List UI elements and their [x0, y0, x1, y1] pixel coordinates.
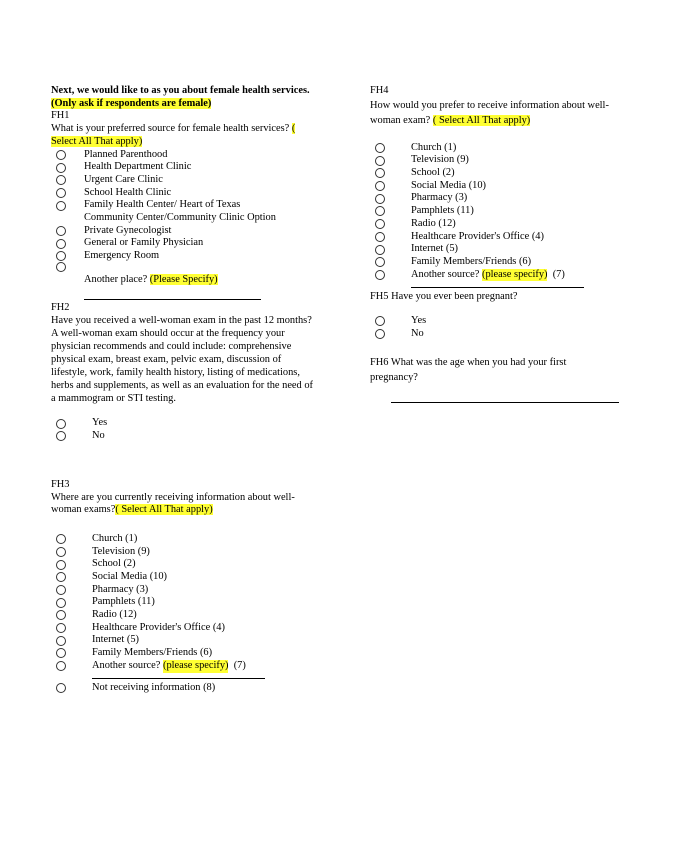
fh3-id: FH3 [51, 478, 70, 490]
radio-icon[interactable] [375, 316, 385, 326]
radio-icon[interactable] [56, 560, 66, 570]
fh6-answer-input[interactable] [391, 402, 619, 403]
radio-icon[interactable] [375, 181, 385, 191]
fh4-option[interactable]: Pamphlets (11) [370, 205, 632, 218]
radio-icon[interactable] [56, 201, 66, 211]
radio-icon[interactable] [375, 219, 385, 229]
left-column [51, 85, 313, 694]
fh2-option-yes[interactable]: Yes [51, 417, 313, 430]
fh4-other-input[interactable] [411, 287, 584, 288]
fh3-option-other[interactable]: Another source? (please specify) (7) [51, 660, 313, 673]
fh3-option[interactable]: Social Media (10) [51, 571, 313, 584]
radio-icon[interactable] [56, 648, 66, 658]
radio-icon[interactable] [56, 251, 66, 261]
radio-icon[interactable] [56, 572, 66, 582]
radio-icon[interactable] [375, 194, 385, 204]
radio-icon[interactable] [56, 610, 66, 620]
fh3-question: Where are you currently receiving information about well-woman exams?( Select All That apply) [51, 491, 295, 516]
radio-icon[interactable] [56, 661, 66, 671]
fh2-question: Have you received a well-woman exam in the past 12 months? A well-woman exam should occur at the frequency your physician recommends and could include: comprehensive physical exam, breast exam, pelvic exam, discussion of lifestyle, work, family health history, listing of medications, herbs and supplements, as well as an evaluation for the need of a mammogram or STI testing. [51, 315, 313, 404]
fh3-option-none[interactable]: Not receiving information (8) [51, 682, 313, 695]
radio-icon[interactable] [56, 623, 66, 633]
fh1-id: FH1 [51, 110, 70, 122]
fh4-instruction: ( Select All That apply) [432, 114, 531, 126]
fh2-id: FH2 [51, 302, 70, 314]
radio-icon[interactable] [56, 683, 66, 693]
fh1-option[interactable]: School Health Clinic [51, 187, 313, 200]
fh3-option[interactable]: Radio (12) [51, 609, 313, 622]
fh3-option[interactable]: Healthcare Provider's Office (4) [51, 622, 313, 635]
fh4-option[interactable]: Television (9) [370, 154, 632, 167]
right-column [370, 85, 632, 403]
fh1-other-input[interactable] [84, 299, 261, 300]
fh3-other-note: (please specify) [163, 659, 229, 671]
fh3-other-input[interactable] [92, 678, 265, 679]
fh2-options [51, 417, 313, 442]
radio-icon[interactable] [375, 206, 385, 216]
fh1-option[interactable]: Private Gynecologist [51, 225, 313, 238]
fh4-option[interactable]: Pharmacy (3) [370, 192, 632, 205]
fh3-option[interactable]: Television (9) [51, 546, 313, 559]
fh4-options [370, 142, 632, 282]
fh1-other-note: (Please Specify) [149, 273, 218, 285]
fh1-option[interactable]: Urgent Care Clinic [51, 174, 313, 187]
radio-icon[interactable] [375, 257, 385, 267]
fh3-option[interactable]: School (2) [51, 558, 313, 571]
fh1-option-continuation: Community Center/Community Clinic Option [84, 211, 276, 223]
radio-icon[interactable] [56, 163, 66, 173]
radio-icon[interactable] [56, 547, 66, 557]
fh4-option-other[interactable]: Another source? (please specify) (7) [370, 269, 632, 282]
fh4-option[interactable]: Healthcare Provider's Office (4) [370, 231, 632, 244]
radio-icon[interactable] [56, 431, 66, 441]
fh1-option[interactable]: Health Department Clinic [51, 161, 313, 174]
fh4-other-note: (please specify) [482, 268, 548, 280]
fh1-options [51, 149, 313, 263]
fh1-option[interactable]: General or Family Physician [51, 237, 313, 250]
fh3-option[interactable]: Internet (5) [51, 634, 313, 647]
radio-icon[interactable] [56, 636, 66, 646]
fh3-option[interactable]: Pharmacy (3) [51, 584, 313, 597]
fh1-option[interactable]: Planned Parenthood [51, 149, 313, 162]
intro-note: (Only ask if respondents are female) [51, 97, 212, 109]
fh4-question: How would you prefer to receive information about well-woman exam? ( Select All That apply) [370, 99, 609, 126]
fh5-question: FH5 Have you ever been pregnant? [370, 291, 518, 303]
radio-icon[interactable] [56, 226, 66, 236]
radio-icon[interactable] [375, 156, 385, 166]
radio-icon[interactable] [56, 585, 66, 595]
fh4-option[interactable]: Church (1) [370, 142, 632, 155]
fh1-option[interactable]: Family Health Center/ Heart of Texas [51, 199, 313, 212]
radio-icon[interactable] [375, 329, 385, 339]
fh6-question: FH6 What was the age when you had your first pregnancy? [370, 357, 567, 384]
fh5-options [370, 315, 632, 340]
intro-text: Next, we would like to as you about female health services. (Only ask if respondents are female) [51, 85, 310, 109]
radio-icon[interactable] [56, 262, 66, 272]
fh4-option[interactable]: Family Members/Friends (6) [370, 256, 632, 269]
fh5-option-no[interactable]: No [370, 328, 632, 341]
fh1-question: What is your preferred source for female health services? ( Select All That apply) [51, 123, 296, 147]
radio-icon[interactable] [56, 598, 66, 608]
fh4-option[interactable]: Social Media (10) [370, 180, 632, 193]
fh3-options [51, 533, 313, 673]
radio-icon[interactable] [375, 143, 385, 153]
radio-icon[interactable] [56, 175, 66, 185]
fh4-option[interactable]: School (2) [370, 167, 632, 180]
radio-icon[interactable] [56, 419, 66, 429]
fh3-option[interactable]: Church (1) [51, 533, 313, 546]
fh4-id: FH4 [370, 85, 389, 96]
radio-icon[interactable] [56, 239, 66, 249]
radio-icon[interactable] [56, 534, 66, 544]
radio-icon[interactable] [375, 232, 385, 242]
fh1-other-option[interactable]: Another place? (Please Specify) [84, 273, 218, 285]
fh5-option-yes[interactable]: Yes [370, 315, 632, 328]
fh3-option[interactable]: Family Members/Friends (6) [51, 647, 313, 660]
radio-icon[interactable] [375, 245, 385, 255]
radio-icon[interactable] [56, 150, 66, 160]
fh2-option-no[interactable]: No [51, 430, 313, 443]
fh4-option[interactable]: Internet (5) [370, 243, 632, 256]
fh1-option[interactable]: Emergency Room [51, 250, 313, 263]
fh1-instruction: ( Select All That apply) [51, 123, 296, 147]
fh3-option[interactable]: Pamphlets (11) [51, 596, 313, 609]
radio-icon[interactable] [56, 188, 66, 198]
fh4-option[interactable]: Radio (12) [370, 218, 632, 231]
radio-icon[interactable] [375, 270, 385, 280]
fh3-instruction: ( Select All That apply) [115, 504, 213, 516]
radio-icon[interactable] [375, 168, 385, 178]
